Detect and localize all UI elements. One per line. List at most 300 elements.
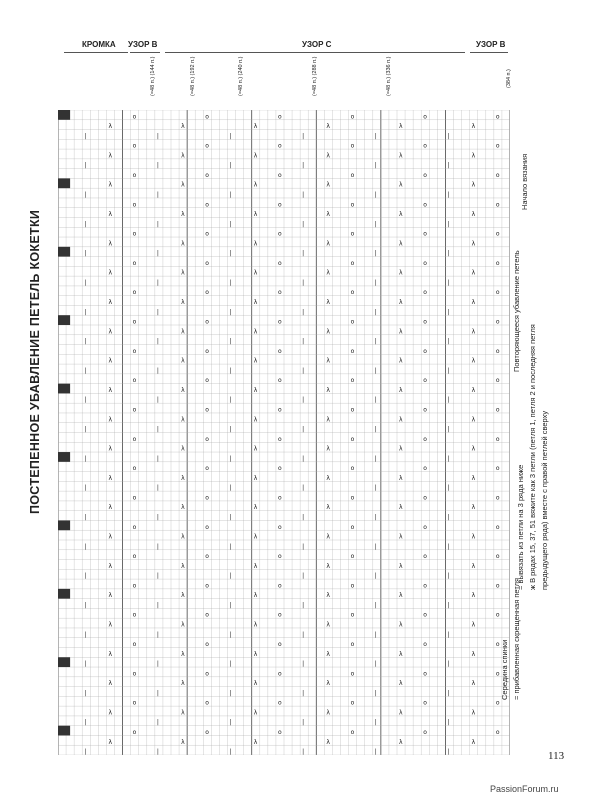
stitch-symbol: λ: [471, 152, 476, 160]
stitch-symbol: |: [374, 220, 377, 228]
page-title: ПОСТЕПЕННОЕ УБАВЛЕНИЕ ПЕТЕЛЬ КОКЕТКИ: [28, 209, 42, 514]
stitch-symbol: |: [302, 660, 305, 668]
stitch-symbol: |: [447, 543, 450, 551]
stitch-symbol: λ: [471, 592, 476, 600]
stitch-symbol: |: [84, 426, 87, 434]
stitch-symbol: λ: [253, 738, 258, 746]
stitch-symbol: λ: [108, 562, 113, 570]
row-marker: [58, 452, 70, 462]
stitch-symbol: |: [229, 367, 232, 375]
stitch-symbol: λ: [326, 240, 330, 248]
stitch-symbol: |: [447, 191, 450, 199]
stitch-symbol: |: [156, 279, 159, 287]
note-three-rows: = вывязать из петли на 3 ряда ниже: [516, 464, 525, 590]
stitch-symbol: |: [229, 308, 232, 316]
stitch-symbol: o: [277, 142, 282, 150]
stitch-symbol: |: [156, 484, 159, 492]
stitch-symbol: |: [156, 601, 159, 609]
stitch-symbol: o: [423, 582, 427, 590]
stitch-symbol: o: [350, 435, 355, 443]
row-marker: [58, 520, 70, 530]
stitch-symbol: o: [205, 494, 209, 502]
stitch-symbol: |: [302, 308, 305, 316]
stitch-symbol: o: [350, 670, 355, 678]
stitch-symbol: λ: [326, 533, 330, 541]
stitch-symbol: |: [156, 162, 159, 170]
stitch-symbol: λ: [471, 240, 476, 248]
stitch-symbol: |: [84, 132, 87, 140]
stitch-symbol: o: [350, 582, 355, 590]
stitch-symbol: |: [374, 426, 377, 434]
stitch-symbol: o: [132, 670, 137, 678]
stitch-symbol: |: [374, 191, 377, 199]
stitch-symbol: |: [374, 396, 377, 404]
knitting-chart: [58, 110, 510, 755]
stitch-symbol: o: [423, 728, 427, 736]
stitch-symbol: λ: [181, 445, 185, 453]
stitch-symbol: |: [447, 455, 450, 463]
stitch-symbol: λ: [471, 445, 476, 453]
stitch-symbol: λ: [253, 709, 258, 717]
stitch-symbol: |: [156, 367, 159, 375]
stitch-symbol: o: [423, 347, 427, 355]
stitch-symbol: |: [374, 338, 377, 346]
stitch-symbol: o: [132, 377, 137, 385]
stitch-symbol: |: [447, 396, 450, 404]
stitch-symbol: λ: [471, 621, 476, 629]
stitch-symbol: λ: [181, 738, 185, 746]
stitch-symbol: o: [205, 523, 209, 531]
row-marker: [58, 247, 70, 257]
stitch-symbol: λ: [471, 328, 476, 336]
stitch-symbol: λ: [253, 445, 258, 453]
stitch-symbol: o: [350, 201, 355, 209]
stitch-symbol: o: [350, 523, 355, 531]
row-marker: [58, 657, 70, 667]
stitch-symbol: o: [277, 377, 282, 385]
stitch-symbol: |: [302, 220, 305, 228]
stitch-symbol: |: [302, 426, 305, 434]
stitch-symbol: o: [423, 494, 427, 502]
stitch-symbol: o: [205, 171, 209, 179]
stitch-symbol: o: [495, 201, 500, 209]
stitch-symbol: λ: [181, 416, 185, 424]
stitch-symbol: λ: [326, 357, 330, 365]
stitch-symbol: λ: [181, 386, 185, 394]
stitch-symbol: |: [229, 660, 232, 668]
stitch-symbol: o: [350, 553, 355, 561]
stitch-symbol: λ: [399, 562, 403, 570]
stitch-symbol: |: [84, 367, 87, 375]
stitch-symbol: λ: [253, 416, 258, 424]
stitch-symbol: o: [132, 201, 137, 209]
stitch-symbol: λ: [108, 240, 113, 248]
stitch-symbol: o: [495, 435, 500, 443]
stitch-symbol: |: [229, 484, 232, 492]
section-bracket: [470, 52, 508, 59]
stitch-symbol: o: [132, 641, 137, 649]
stitch-symbol: |: [229, 543, 232, 551]
stitch-symbol: o: [495, 259, 500, 267]
stitch-symbol: |: [302, 513, 305, 521]
stitch-symbol: |: [156, 543, 159, 551]
stitch-symbol: |: [374, 484, 377, 492]
stitch-symbol: o: [277, 523, 282, 531]
stitch-symbol: λ: [253, 152, 258, 160]
stitch-symbol: |: [156, 220, 159, 228]
section-uzor-b-right: УЗОР В: [476, 40, 506, 49]
stitch-symbol: λ: [399, 328, 403, 336]
stitch-symbol: o: [132, 582, 137, 590]
stitch-symbol: o: [277, 347, 282, 355]
stitch-symbol: o: [205, 377, 209, 385]
page-number: 113: [548, 750, 565, 762]
stitch-symbol: |: [229, 220, 232, 228]
stitch-symbol: λ: [108, 621, 113, 629]
stitch-symbol: |: [302, 338, 305, 346]
stitch-symbol: λ: [471, 181, 476, 189]
note-previous-row: предыдущего ряда) вместе с правой петлей сверху: [540, 410, 549, 590]
stitch-symbol: λ: [399, 357, 403, 365]
stitch-symbol: |: [374, 308, 377, 316]
stitch-symbol: o: [277, 641, 282, 649]
stitch-symbol: |: [229, 162, 232, 170]
stitch-symbol: o: [495, 728, 500, 736]
grid-lines: [58, 110, 510, 755]
stitch-symbol: o: [495, 523, 500, 531]
stitch-symbol: o: [495, 113, 500, 121]
stitch-symbol: |: [229, 601, 232, 609]
stitch-symbol: λ: [253, 474, 258, 482]
stitch-symbol: λ: [181, 152, 185, 160]
stitch-symbol: λ: [326, 621, 330, 629]
stitch-symbol: o: [132, 728, 137, 736]
stitch-symbol: o: [495, 347, 500, 355]
stitch-symbol: λ: [326, 181, 330, 189]
stitch-symbol: λ: [326, 416, 330, 424]
stitch-symbol: o: [205, 289, 209, 297]
stitch-symbol: o: [423, 377, 427, 385]
note-added-stitch: = прибавленная скрещенная петля: [512, 577, 521, 700]
stitch-symbol: o: [132, 347, 137, 355]
stitch-symbol: o: [423, 611, 427, 619]
stitch-symbol: o: [423, 670, 427, 678]
stitch-symbol: λ: [399, 123, 403, 131]
stitch-symbol: o: [423, 435, 427, 443]
stitch-symbol: |: [447, 338, 450, 346]
stitch-symbol: |: [156, 719, 159, 727]
stitch-symbol: λ: [471, 504, 476, 512]
stitch-symbol: λ: [399, 592, 403, 600]
stitch-symbol: |: [302, 396, 305, 404]
stitch-symbol: λ: [399, 504, 403, 512]
stitch-symbol: |: [374, 513, 377, 521]
stitch-count: (=48 п.) (336 п.): [386, 56, 392, 96]
stitch-symbol: o: [205, 670, 209, 678]
stitch-symbol: |: [447, 601, 450, 609]
stitch-symbol: λ: [253, 680, 258, 688]
stitch-symbol: o: [205, 553, 209, 561]
stitch-symbol: o: [350, 259, 355, 267]
stitch-symbol: λ: [108, 152, 113, 160]
stitch-symbol: λ: [326, 562, 330, 570]
stitch-symbol: |: [447, 484, 450, 492]
stitch-symbol: o: [350, 611, 355, 619]
stitch-symbol: λ: [399, 386, 403, 394]
stitch-symbol: λ: [181, 357, 185, 365]
stitch-symbol: λ: [253, 211, 258, 219]
stitch-symbol: o: [495, 553, 500, 561]
stitch-symbol: |: [447, 220, 450, 228]
stitch-symbol: o: [495, 171, 500, 179]
stitch-symbol: |: [447, 689, 450, 697]
stitch-symbol: |: [229, 191, 232, 199]
stitch-symbol: o: [350, 318, 355, 326]
stitch-symbol: o: [277, 494, 282, 502]
stitch-symbol: |: [374, 719, 377, 727]
stitch-symbol: o: [205, 201, 209, 209]
stitch-symbol: λ: [326, 269, 330, 277]
stitch-symbol: |: [156, 250, 159, 258]
stitch-symbol: λ: [253, 240, 258, 248]
stitch-symbol: o: [350, 641, 355, 649]
stitch-symbol: o: [132, 465, 137, 473]
stitch-symbol: λ: [471, 680, 476, 688]
stitch-symbol: λ: [399, 269, 403, 277]
stitch-symbol: |: [374, 250, 377, 258]
stitch-symbol: o: [205, 699, 209, 707]
stitch-symbol: |: [374, 748, 377, 755]
stitch-symbol: |: [302, 250, 305, 258]
stitch-symbol: o: [277, 406, 282, 414]
stitch-symbol: λ: [108, 328, 113, 336]
stitch-symbol: |: [84, 660, 87, 668]
stitch-symbol: |: [447, 631, 450, 639]
stitch-symbol: |: [302, 484, 305, 492]
stitch-symbol: o: [205, 142, 209, 150]
stitch-symbol: λ: [181, 211, 185, 219]
stitch-symbol: o: [277, 259, 282, 267]
stitch-symbol: o: [423, 289, 427, 297]
stitch-symbol: λ: [181, 474, 185, 482]
stitch-symbol: o: [423, 171, 427, 179]
stitch-symbol: o: [132, 230, 137, 238]
stitch-symbol: o: [423, 230, 427, 238]
stitch-symbol: o: [277, 582, 282, 590]
stitch-symbol: |: [374, 572, 377, 580]
stitch-symbol: |: [302, 601, 305, 609]
stitch-symbol: o: [132, 113, 137, 121]
stitch-symbol: |: [447, 132, 450, 140]
stitch-symbol: λ: [253, 269, 258, 277]
stitch-symbol: |: [84, 513, 87, 521]
stitch-symbol: |: [447, 513, 450, 521]
stitch-symbol: λ: [471, 533, 476, 541]
stitch-symbol: |: [84, 191, 87, 199]
stitch-symbol: o: [277, 670, 282, 678]
stitch-symbol: |: [374, 601, 377, 609]
stitch-symbol: λ: [108, 298, 113, 306]
stitch-symbol: λ: [399, 650, 403, 658]
stitch-symbol: |: [302, 367, 305, 375]
stitch-symbol: |: [374, 162, 377, 170]
stitch-symbol: o: [205, 641, 209, 649]
stitch-symbol: λ: [181, 650, 185, 658]
stitch-symbol: λ: [108, 680, 113, 688]
stitch-symbol: o: [350, 728, 355, 736]
stitch-symbol: |: [156, 748, 159, 755]
stitch-symbol: o: [350, 113, 355, 121]
stitch-symbol: o: [132, 289, 137, 297]
stitch-symbol: o: [205, 611, 209, 619]
stitch-symbol: |: [447, 367, 450, 375]
stitch-symbol: o: [350, 230, 355, 238]
section-kromka: КРОМКА: [82, 40, 116, 49]
stitch-symbol: λ: [108, 533, 113, 541]
stitch-symbol: |: [302, 543, 305, 551]
stitch-symbol: o: [423, 553, 427, 561]
stitch-symbol: |: [302, 132, 305, 140]
stitch-symbol: o: [132, 259, 137, 267]
stitch-symbol: λ: [471, 709, 476, 717]
stitch-symbol: λ: [326, 386, 330, 394]
stitch-symbol: λ: [108, 474, 113, 482]
stitch-symbol: λ: [181, 181, 185, 189]
stitch-symbol: |: [229, 572, 232, 580]
stitch-symbol: o: [495, 318, 500, 326]
stitch-symbol: o: [350, 699, 355, 707]
stitch-symbol: |: [84, 572, 87, 580]
stitch-symbol: o: [132, 494, 137, 502]
stitch-symbol: |: [447, 250, 450, 258]
stitch-symbol: λ: [108, 592, 113, 600]
stitch-symbol: |: [302, 191, 305, 199]
stitch-symbol: λ: [471, 211, 476, 219]
stitch-symbol: λ: [471, 562, 476, 570]
stitch-symbol: |: [156, 455, 159, 463]
stitch-symbol: λ: [108, 504, 113, 512]
stitch-symbol: o: [132, 435, 137, 443]
stitch-symbol: λ: [471, 416, 476, 424]
stitch-symbol: |: [156, 338, 159, 346]
row-marker: [58, 726, 70, 736]
stitch-symbol: |: [447, 748, 450, 755]
stitch-symbol: λ: [181, 680, 185, 688]
stitch-symbol: λ: [326, 211, 330, 219]
stitch-symbol: λ: [326, 445, 330, 453]
stitch-symbol: o: [277, 699, 282, 707]
stitch-count: (384 п.): [506, 69, 512, 88]
stitch-symbol: λ: [471, 386, 476, 394]
stitch-symbol: o: [350, 347, 355, 355]
stitch-symbol: λ: [253, 123, 258, 131]
stitch-symbol: λ: [108, 738, 113, 746]
stitch-symbol: |: [84, 601, 87, 609]
stitch-symbol: o: [277, 201, 282, 209]
stitch-symbol: λ: [326, 474, 330, 482]
stitch-symbol: |: [374, 455, 377, 463]
stitch-symbol: λ: [326, 709, 330, 717]
stitch-symbol: λ: [108, 181, 113, 189]
stitch-symbol: o: [423, 523, 427, 531]
stitch-symbol: λ: [399, 298, 403, 306]
stitch-symbol: λ: [326, 298, 330, 306]
stitch-symbol: λ: [181, 298, 185, 306]
stitch-symbol: o: [277, 435, 282, 443]
stitch-symbol: |: [374, 660, 377, 668]
stitch-symbol: |: [156, 426, 159, 434]
stitch-symbol: |: [302, 631, 305, 639]
stitch-symbol: |: [447, 426, 450, 434]
stitch-symbol: o: [205, 259, 209, 267]
section-uzor-c: УЗОР С: [302, 40, 332, 49]
stitch-symbol: o: [132, 553, 137, 561]
row-marker: [58, 384, 70, 394]
stitch-symbol: λ: [253, 504, 258, 512]
stitch-symbol: |: [84, 250, 87, 258]
repeat-label: Повторяющееся убавление петель: [512, 250, 521, 372]
stitch-symbol: o: [132, 171, 137, 179]
stitch-symbol: o: [495, 611, 500, 619]
stitch-symbol: λ: [253, 357, 258, 365]
stitch-symbol: o: [132, 142, 137, 150]
stitch-symbol: λ: [326, 152, 330, 160]
stitch-symbol: o: [350, 377, 355, 385]
stitch-symbol: o: [132, 318, 137, 326]
stitch-symbol: o: [205, 582, 209, 590]
stitch-symbol: |: [84, 308, 87, 316]
stitch-symbol: o: [423, 259, 427, 267]
stitch-symbol: o: [423, 699, 427, 707]
stitch-symbol: |: [374, 367, 377, 375]
stitch-symbol: |: [302, 748, 305, 755]
stitch-symbol: o: [495, 406, 500, 414]
stitch-symbol: λ: [326, 504, 330, 512]
stitch-symbol: λ: [108, 650, 113, 658]
stitch-symbol: λ: [399, 240, 403, 248]
note-middle-back: Середина спинки: [500, 639, 509, 700]
row-marker: [58, 589, 70, 599]
stitch-symbol: λ: [181, 504, 185, 512]
stitch-symbol: o: [350, 289, 355, 297]
stitch-symbol: λ: [253, 650, 258, 658]
stitch-symbol: λ: [108, 123, 113, 131]
stitch-symbol: |: [156, 631, 159, 639]
stitch-symbol: |: [84, 338, 87, 346]
stitch-symbol: o: [350, 142, 355, 150]
stitch-symbol: |: [374, 543, 377, 551]
stitch-symbol: |: [302, 162, 305, 170]
stitch-symbol: o: [350, 465, 355, 473]
stitch-symbol: |: [229, 279, 232, 287]
stitch-symbol: λ: [108, 416, 113, 424]
stitch-symbol: λ: [471, 357, 476, 365]
stitch-symbol: o: [205, 435, 209, 443]
stitch-count: (=48 п.) (192 п.): [190, 56, 196, 96]
note-rows-15-37-51: ж В рядах 15, 37, 51 вяжите как 3 петли (петля 1, петля 2 и последняя петля: [528, 324, 537, 590]
stitch-symbol: λ: [471, 123, 476, 131]
start-label: Начало вязания: [520, 153, 529, 210]
watermark: PassionForum.ru: [490, 784, 559, 794]
stitch-symbol: o: [423, 406, 427, 414]
stitch-symbol: λ: [326, 680, 330, 688]
stitch-symbol: o: [495, 699, 500, 707]
stitch-symbol: |: [374, 132, 377, 140]
stitch-symbol: λ: [253, 562, 258, 570]
stitch-symbol: o: [423, 113, 427, 121]
stitch-symbol: |: [84, 748, 87, 755]
stitch-symbol: |: [229, 338, 232, 346]
